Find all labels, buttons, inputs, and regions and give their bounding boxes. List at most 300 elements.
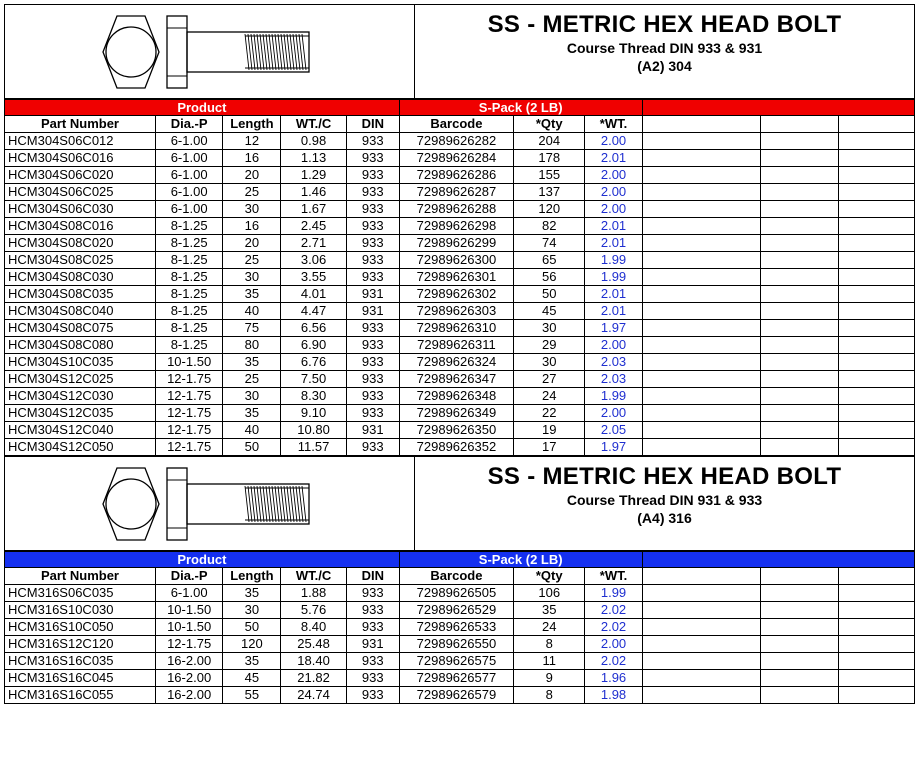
band-product: Product [5,552,400,568]
empty-cell [642,235,760,252]
table-cell: 40 [223,422,281,439]
empty-cell [839,218,915,235]
table-cell: 2.01 [585,235,642,252]
table-cell: 30 [223,388,281,405]
empty-cell [839,653,915,670]
table-cell: 120 [223,636,281,653]
empty-cell [642,116,760,133]
table-row [5,218,915,235]
table-cell: 3.06 [281,252,346,269]
hex-bolt-drawing-icon [95,464,325,544]
empty-cell [760,388,839,405]
table-cell: 933 [346,439,399,456]
table-cell: 1.88 [281,585,346,602]
empty-cell [839,252,915,269]
table-cell: 72989626348 [399,388,513,405]
table-cell: 933 [346,218,399,235]
category-band [5,552,915,568]
table-cell: 25 [223,184,281,201]
empty-cell [839,405,915,422]
empty-cell [642,687,760,704]
empty-cell [642,201,760,218]
table-cell: 72989626324 [399,354,513,371]
table-row [5,337,915,354]
table-cell: 29 [514,337,585,354]
table-cell: 2.00 [585,201,642,218]
empty-cell [642,439,760,456]
table-cell: 1.99 [585,388,642,405]
table-cell: 11.57 [281,439,346,456]
column-header: Dia.-P [155,568,222,585]
table-cell: 933 [346,687,399,704]
column-header: *Qty [514,568,585,585]
table-cell: 931 [346,286,399,303]
table-cell: 933 [346,388,399,405]
table-cell: 82 [514,218,585,235]
empty-cell [839,602,915,619]
table-cell: 72989626352 [399,439,513,456]
table-cell: 8-1.25 [155,252,222,269]
empty-cell [642,303,760,320]
table-cell: HCM304S08C016 [5,218,156,235]
table-cell: 12-1.75 [155,422,222,439]
empty-cell [642,636,760,653]
table-cell: 1.67 [281,201,346,218]
table-row [5,388,915,405]
table-cell: 933 [346,184,399,201]
empty-cell [642,133,760,150]
empty-cell [839,422,915,439]
table-cell: HCM304S10C035 [5,354,156,371]
table-cell: 35 [514,602,585,619]
empty-cell [839,670,915,687]
empty-cell [642,405,760,422]
table-cell: 2.00 [585,405,642,422]
table-cell: 933 [346,133,399,150]
table-cell: 16 [223,218,281,235]
empty-cell [760,303,839,320]
table-cell: 11 [514,653,585,670]
table-cell: 6-1.00 [155,133,222,150]
table-cell: 2.00 [585,337,642,354]
table-cell: 120 [514,201,585,218]
table-cell: 65 [514,252,585,269]
empty-cell [839,167,915,184]
table-cell: 2.05 [585,422,642,439]
table-cell: 72989626298 [399,218,513,235]
empty-cell [642,269,760,286]
table-cell: 933 [346,405,399,422]
table-cell: 72989626303 [399,303,513,320]
band-spack: S-Pack (2 LB) [399,100,642,116]
empty-cell [839,116,915,133]
table-cell: HCM304S08C020 [5,235,156,252]
table-cell: 16-2.00 [155,670,222,687]
table-cell: 2.01 [585,218,642,235]
table-cell: 72989626529 [399,602,513,619]
table-row [5,439,915,456]
table-row [5,133,915,150]
empty-cell [760,585,839,602]
table-cell: HCM304S12C040 [5,422,156,439]
table-cell: 8 [514,687,585,704]
table-row [5,422,915,439]
table-cell: 72989626299 [399,235,513,252]
empty-cell [839,320,915,337]
table-cell: 933 [346,201,399,218]
table-cell: 8.30 [281,388,346,405]
table-cell: 4.01 [281,286,346,303]
empty-cell [642,337,760,354]
table-cell: HCM316S16C045 [5,670,156,687]
product-illustration [5,5,415,98]
column-header: WT./C [281,116,346,133]
table-cell: 74 [514,235,585,252]
table-cell: 2.02 [585,619,642,636]
table-cell: 12-1.75 [155,371,222,388]
empty-cell [839,269,915,286]
empty-cell [760,405,839,422]
table-cell: 40 [223,303,281,320]
table-cell: 7.50 [281,371,346,388]
empty-cell [839,568,915,585]
table-cell: 3.55 [281,269,346,286]
column-header: *Qty [514,116,585,133]
table-cell: HCM316S16C055 [5,687,156,704]
table-cell: 8.40 [281,619,346,636]
band-spack: S-Pack (2 LB) [399,552,642,568]
table-cell: 72989626288 [399,201,513,218]
table-cell: 2.01 [585,150,642,167]
table-cell: 137 [514,184,585,201]
table-cell: HCM316S12C120 [5,636,156,653]
column-header: Length [223,568,281,585]
empty-cell [839,235,915,252]
column-header: Dia.-P [155,116,222,133]
table-cell: 25.48 [281,636,346,653]
column-header: DIN [346,568,399,585]
empty-cell [760,116,839,133]
table-cell: 72989626311 [399,337,513,354]
table-cell: HCM304S12C035 [5,405,156,422]
table-cell: 1.96 [585,670,642,687]
hex-bolt-drawing-icon [95,12,325,92]
category-band [5,100,915,116]
empty-cell [760,167,839,184]
table-cell: 72989626301 [399,269,513,286]
empty-cell [642,252,760,269]
table-cell: 4.47 [281,303,346,320]
table-cell: 20 [223,235,281,252]
table-cell: 933 [346,320,399,337]
table-cell: HCM316S10C050 [5,619,156,636]
table-cell: 931 [346,303,399,320]
table-cell: 27 [514,371,585,388]
empty-cell [642,585,760,602]
table-cell: 6-1.00 [155,184,222,201]
table-cell: 25 [223,252,281,269]
table-cell: HCM304S08C035 [5,286,156,303]
table-cell: 24 [514,619,585,636]
empty-cell [760,422,839,439]
table-cell: 50 [223,439,281,456]
table-cell: 933 [346,235,399,252]
table-cell: HCM316S16C035 [5,653,156,670]
table-cell: 6-1.00 [155,150,222,167]
empty-cell [642,184,760,201]
table-cell: 6-1.00 [155,585,222,602]
product-illustration [5,457,415,550]
table-cell: 72989626287 [399,184,513,201]
table-row [5,252,915,269]
table-cell: 2.00 [585,167,642,184]
table-cell: 1.13 [281,150,346,167]
table-cell: 1.98 [585,687,642,704]
empty-cell [760,269,839,286]
column-header: Barcode [399,568,513,585]
column-header-row [5,568,915,585]
section-title: SS - METRIC HEX HEAD BOLT [487,11,842,38]
table-cell: 2.02 [585,653,642,670]
table-cell: 933 [346,167,399,184]
table-cell: 1.97 [585,320,642,337]
empty-cell [760,619,839,636]
empty-cell [839,337,915,354]
table-cell: 2.03 [585,354,642,371]
table-cell: 35 [223,585,281,602]
section-subtitle: Course Thread DIN 933 & 931 [566,40,763,56]
table-cell: 75 [223,320,281,337]
empty-cell [760,133,839,150]
table-cell: 933 [346,619,399,636]
table-cell: 18.40 [281,653,346,670]
empty-cell [839,619,915,636]
table-row [5,405,915,422]
empty-cell [760,286,839,303]
table-cell: HCM304S08C025 [5,252,156,269]
table-cell: 45 [514,303,585,320]
table-cell: 931 [346,422,399,439]
band-product: Product [5,100,400,116]
section-subtitle: Course Thread DIN 931 & 933 [566,492,763,508]
empty-cell [642,354,760,371]
table-cell: 0.98 [281,133,346,150]
empty-cell [760,337,839,354]
table-cell: 80 [223,337,281,354]
table-cell: 35 [223,653,281,670]
table-cell: 933 [346,337,399,354]
table-cell: 155 [514,167,585,184]
table-cell: 50 [514,286,585,303]
section-title: SS - METRIC HEX HEAD BOLT [487,463,842,490]
table-cell: 12-1.75 [155,388,222,405]
table-cell: HCM316S06C035 [5,585,156,602]
empty-cell [642,167,760,184]
table-cell: 2.01 [585,286,642,303]
empty-cell [839,286,915,303]
empty-cell [642,619,760,636]
table-row [5,670,915,687]
table-cell: 35 [223,286,281,303]
table-row [5,371,915,388]
table-cell: 2.00 [585,133,642,150]
table-cell: 16-2.00 [155,653,222,670]
table-cell: 106 [514,585,585,602]
table-cell: 204 [514,133,585,150]
table-cell: 35 [223,405,281,422]
table-cell: 24.74 [281,687,346,704]
table-cell: 6.90 [281,337,346,354]
column-header-row [5,116,915,133]
section-header [4,4,915,99]
table-cell: 35 [223,354,281,371]
table-row [5,286,915,303]
empty-cell [760,602,839,619]
table-cell: 8-1.25 [155,337,222,354]
table-row [5,201,915,218]
table-row [5,602,915,619]
table-cell: 10.80 [281,422,346,439]
parts-table [4,99,915,456]
table-cell: 72989626282 [399,133,513,150]
empty-cell [839,184,915,201]
section-grade: (A4) 316 [637,510,692,526]
table-cell: 72989626350 [399,422,513,439]
table-cell: 72989626550 [399,636,513,653]
table-cell: 8-1.25 [155,303,222,320]
empty-cell [839,636,915,653]
column-header: Length [223,116,281,133]
column-header: WT./C [281,568,346,585]
table-cell: 10-1.50 [155,602,222,619]
band-blank [642,552,914,568]
table-cell: 30 [223,602,281,619]
empty-cell [642,286,760,303]
empty-cell [839,687,915,704]
table-cell: 933 [346,602,399,619]
table-cell: 72989626575 [399,653,513,670]
empty-cell [642,653,760,670]
empty-cell [760,252,839,269]
table-cell: 1.46 [281,184,346,201]
column-header: Part Number [5,568,156,585]
empty-cell [839,354,915,371]
table-row [5,653,915,670]
table-cell: 21.82 [281,670,346,687]
empty-cell [642,388,760,405]
empty-cell [642,218,760,235]
table-cell: 12-1.75 [155,405,222,422]
table-cell: 1.97 [585,439,642,456]
column-header: Barcode [399,116,513,133]
parts-table [4,551,915,704]
table-cell: 933 [346,269,399,286]
table-cell: 5.76 [281,602,346,619]
empty-cell [642,150,760,167]
table-cell: 8-1.25 [155,286,222,303]
empty-cell [642,371,760,388]
table-cell: 30 [223,269,281,286]
table-cell: HCM304S08C080 [5,337,156,354]
empty-cell [642,568,760,585]
table-row [5,167,915,184]
empty-cell [839,585,915,602]
empty-cell [760,568,839,585]
table-cell: 8-1.25 [155,269,222,286]
table-cell: 55 [223,687,281,704]
empty-cell [760,687,839,704]
table-cell: 72989626310 [399,320,513,337]
table-cell: 2.71 [281,235,346,252]
table-cell: 933 [346,150,399,167]
table-row [5,184,915,201]
section-header [4,456,915,551]
table-cell: 1.29 [281,167,346,184]
empty-cell [839,371,915,388]
table-cell: 6-1.00 [155,167,222,184]
table-cell: 72989626349 [399,405,513,422]
empty-cell [839,388,915,405]
table-cell: 72989626302 [399,286,513,303]
table-cell: HCM316S10C030 [5,602,156,619]
table-cell: HCM304S12C025 [5,371,156,388]
column-header: DIN [346,116,399,133]
table-cell: 72989626286 [399,167,513,184]
table-cell: 933 [346,670,399,687]
table-cell: 1.99 [585,252,642,269]
table-row [5,585,915,602]
empty-cell [839,201,915,218]
empty-cell [760,150,839,167]
table-cell: 30 [514,354,585,371]
table-cell: 6-1.00 [155,201,222,218]
table-cell: 931 [346,636,399,653]
table-cell: 178 [514,150,585,167]
table-row [5,303,915,320]
empty-cell [642,670,760,687]
table-cell: 17 [514,439,585,456]
table-cell: 19 [514,422,585,439]
table-cell: 12-1.75 [155,636,222,653]
table-cell: 9.10 [281,405,346,422]
table-cell: 20 [223,167,281,184]
table-cell: 72989626579 [399,687,513,704]
table-cell: 933 [346,371,399,388]
table-cell: 10-1.50 [155,619,222,636]
table-row [5,619,915,636]
table-cell: 22 [514,405,585,422]
empty-cell [760,320,839,337]
table-cell: 933 [346,585,399,602]
table-cell: 72989626533 [399,619,513,636]
table-cell: 1.99 [585,585,642,602]
column-header: *WT. [585,568,642,585]
table-cell: 1.99 [585,269,642,286]
table-cell: 2.00 [585,184,642,201]
section-grade: (A2) 304 [637,58,692,74]
empty-cell [760,235,839,252]
table-cell: HCM304S08C030 [5,269,156,286]
empty-cell [760,184,839,201]
empty-cell [642,320,760,337]
empty-cell [839,133,915,150]
empty-cell [760,653,839,670]
table-cell: 933 [346,252,399,269]
table-cell: HCM304S12C030 [5,388,156,405]
table-cell: 9 [514,670,585,687]
empty-cell [839,150,915,167]
table-cell: 6.56 [281,320,346,337]
